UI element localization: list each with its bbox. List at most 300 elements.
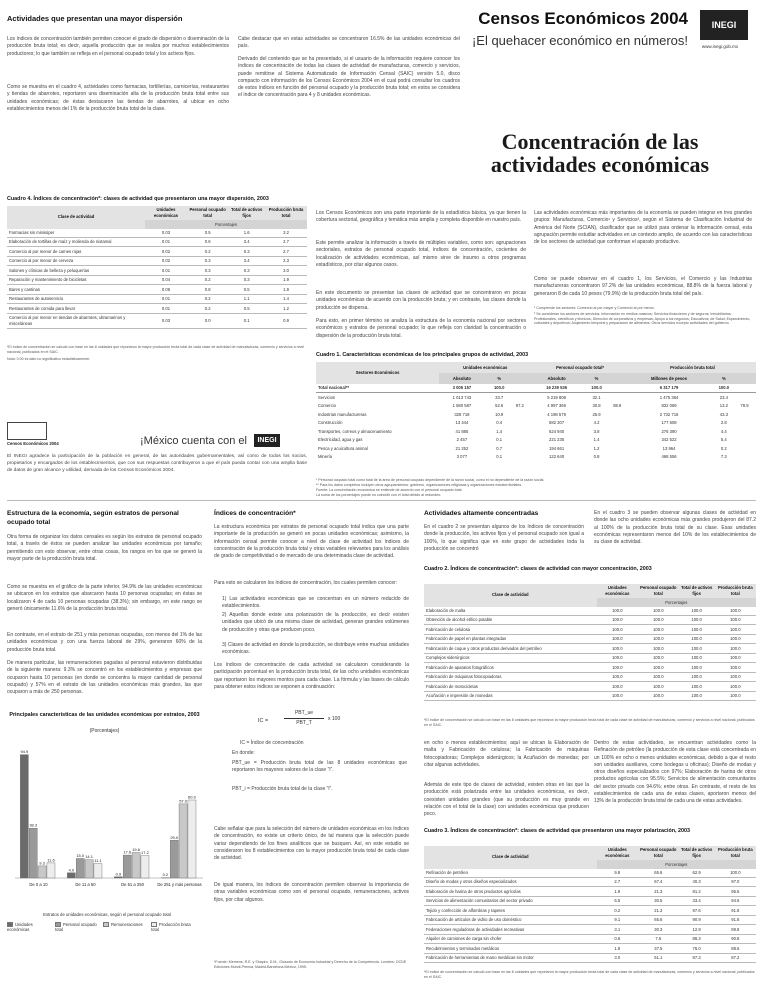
c3-cell: Federaciones reguladoras de actividades recreativas [424, 925, 597, 934]
c1-brace-value: 88.8 [613, 403, 622, 409]
c3-cell: Diseño de modas y otros diseños especializados [424, 878, 597, 887]
c1-cell: Electricidad, agua y gas [318, 437, 363, 443]
c1-cell: 1.4 [496, 428, 503, 434]
c1-cell: Transportes, correos y almacenamiento [318, 428, 392, 434]
c1-cell: 624 940 [549, 428, 565, 434]
c4-cell: 2.7 [265, 247, 307, 256]
c2-cell: Fabricación de coque y otros productos derivados del petróleo [424, 644, 597, 653]
right-intro-fn1: ¹ Comprende los sectores: Comercio al por mayor y Comercio al por menor. [534, 306, 655, 310]
c4-cell: 1.4 [265, 294, 307, 303]
c2-cell: 100.0 [597, 682, 638, 691]
c1-cell: 4 997 366 [547, 403, 566, 409]
c2-cell: 100.0 [638, 653, 679, 662]
chart-subtitle: (Porcentajes) [89, 728, 120, 734]
table-row [7, 229, 307, 238]
col3-p2: En el cuadro 3 se pueden observar algunas clases de actividad en donde las ocho unidades económicas más grandes produjeron del 87.2 al 100% de la producción bruta total de su clase. Esas unidades económicas representaron menos del 10% de los establecimientos de su clase de actividad. [594, 510, 756, 545]
c4-cell: 0.2 [187, 247, 228, 256]
intro-paragraph-1: Los índices de concentración también permiten conocer el grado de dispersión o diseminación de la producción bruta total; es decir, aquella producción que se realiza por muchos establecimientos productores; lo que también se refleja en el personal ocupado total y los activos fijos. [7, 36, 229, 57]
cuadro4-note: *El índice de concentración se calculó con base en las 8 unidades que reportaron la mayor producción bruta total de cada clase de actividad de manufacturas, comercio y servicios a nivel nacional, publicados en el SAIC. [7, 345, 305, 354]
c2-cell: 100.0 [679, 625, 715, 634]
c2-cell: 100.0 [715, 682, 756, 691]
c3-cell: 21.3 [638, 906, 679, 915]
c4-cell: Restaurantes de autoservicio [7, 294, 145, 303]
c2-cell: 100.0 [715, 634, 756, 643]
c3-cell: 87.3 [679, 953, 715, 962]
right-intro-fn2: ² Se consideran los sectores de servicios: Información en medios masivos; Servicios financieros y de seguros; Inmobiliarios; Profesionales, científicos y técnicos; Dirección de corporativos y empresas; Apoyo a los negocios; Educativos; de Salud; Esparcimiento, culturales y deportivos; Alojamiento temporal y preparación de alimentos; Otros servicios excepto actividades del gobierno. [534, 312, 751, 326]
c2-cell: 100.0 [638, 616, 679, 625]
c2-cell: 100.0 [638, 644, 679, 653]
c3-cell: 88.6 [715, 944, 756, 953]
c3-cell: 40.3 [679, 878, 715, 887]
c2-cell: 100.0 [597, 607, 638, 616]
right-intro-p4: Para esto, en primer término se analiza la estructura de la economía nacional por sectores económicos y estratos de personal ocupado; lo que refleja con claridad la concentración o dispersión de la producción bruta total. [316, 318, 526, 339]
cuadro1-note3: Fuente: La concentración económica se entiende de acuerdo con el personal ocupado total. [316, 488, 463, 492]
c2-cell: Fabricación de papel en plantas integradas [424, 634, 597, 643]
c1-cell: Comercio [318, 403, 336, 409]
c1-cell: 4.4 [720, 428, 727, 434]
c3-cell: 33.4 [679, 896, 715, 905]
legend-label: Unidades económicas [7, 922, 33, 933]
formula-donde: En donde: [232, 750, 255, 756]
c1-cell: 2.8 [720, 420, 727, 426]
c2-cell: 100.0 [638, 691, 679, 700]
c4-cell: 1.9 [265, 275, 307, 284]
formula-d1: PBT_ue = Producción bruta total de las 8 unidades económicas que reportaron los mayores valores de la clase "i". [232, 760, 407, 774]
table-row [424, 953, 756, 962]
table-row [316, 384, 756, 393]
c3-cell: 65.6 [638, 915, 679, 924]
col3-p4: Además de este tipo de clases de actividad, existen otras en las que la producción está polarizada entre las unidades económicas, es decir, coexisten unidades grandes (que su producción es muy grande en relación con el total de la clase) con unidades económicas que producen poco. [424, 782, 589, 817]
c4-cell: 0.6 [187, 238, 228, 247]
table-row [424, 878, 756, 887]
c1-brace-cell [738, 419, 756, 427]
c3-header-pb: Producción bruta total [717, 847, 753, 859]
table-row [424, 634, 756, 643]
brand-slogan: ¡El quehacer económico en números! [471, 33, 688, 48]
c1-cell: 0.1 [496, 454, 503, 460]
col1-p1: Otra forma de organizar los datos censales es según los estratos de personal ocupado total, a través de éstos se pueden analizar las unidades económicas por tamaño; permitiendo con esto observar, entre otras cosas, los rangos en los que se generó la mayor parte de la producción bruta total. [7, 534, 202, 562]
c1-sub-mill-pb: Millones de pesos [651, 375, 688, 381]
c1-brace-cell [738, 453, 756, 461]
chart-data-label: 11.1 [94, 858, 102, 864]
c3-cell: 3.1 [597, 925, 638, 934]
chart-title: Principales características de las unidades económicas por estratos, 2003 [9, 712, 200, 718]
chart-bar [47, 863, 55, 878]
table-row [424, 896, 756, 905]
legend-item [7, 922, 55, 933]
cuadro3-title: Cuadro 3. Índices de concentración*: clases de actividad que presentaron una mayor polarización, 2003 [424, 828, 691, 834]
c3-cell: 87.2 [715, 953, 756, 962]
c4-cell: 0.03 [145, 229, 187, 238]
c2-cell: 100.0 [597, 644, 638, 653]
legend-label: Personal ocupado total [55, 922, 97, 933]
col1-p4: De manera particular, las remuneraciones pagadas al personal estuvieron distribuidas de la siguiente manera: 9.3% se concentró en los establecimientos y empresas que ocuparon hasta 10 personas (en donde se concentra la mayor cantidad de personal ocupado) y 57% en el estrato de las unidades económicas más grandes, las que ocuparon a más de 250 personas. [7, 660, 202, 695]
c1-cell: 122 640 [549, 454, 565, 460]
col3-p5: Dentro de estas actividades, se encuentran actividades como la Refinación de petróleo (la producción de esta clase está concentrada en un 100% en ocho o menos unidades económicas, debido a que el resto son unidades auxiliares, como bodegas u oficinas); Diseño de modas y otros diseños especializados con 97%; Elaboración de harina de otros productos agrícolas con 95.5%; Servicios de alimentación comunitarios del sector privado con 94.6%; entre otras. En contraste, el resto de los establecimientos de cada una de estas clases, aportaron menos del 13% de la producción bruta total de cada una de estas actividades. [594, 740, 756, 804]
c2-cell: 100.0 [638, 634, 679, 643]
c1-brace-cell [514, 453, 532, 461]
chart-bar [20, 755, 28, 878]
c2-cell: Elaboración de malta [424, 607, 597, 616]
cuadro1-note1: * Personal ocupado total como total de la área de personal ocupado dependiente de la razón social, como el no dependiente de la razón social. [316, 478, 545, 482]
formula-d2: PBT_i = Producción bruta total de la clase "i". [232, 786, 333, 792]
table-row [7, 304, 307, 313]
c1-brace-cell [611, 419, 629, 427]
chart-data-label: 4.0 [68, 867, 75, 873]
c1-cell: Construcción [318, 420, 343, 426]
c3-subheader: Porcentajes [665, 861, 688, 867]
c4-cell: 0.06 [145, 285, 187, 294]
table-row [424, 887, 756, 896]
c4-cell: 0.3 [228, 266, 265, 275]
c1-brace-value: 79.9 [740, 403, 749, 409]
chart-bar [179, 804, 187, 878]
c2-header-ue: Unidades económicas [605, 585, 630, 597]
c1-brace-cell [611, 444, 629, 452]
legend-item [103, 922, 151, 927]
table-row [7, 294, 307, 303]
c2-cell: 100.0 [679, 653, 715, 662]
c3-cell: 9.8 [597, 869, 638, 878]
c2-cell: 100.0 [715, 663, 756, 672]
c3-cell: 21.3 [638, 887, 679, 896]
censos-label: Censos Económicos 2004 [7, 441, 59, 446]
c3-cell: 1.9 [597, 944, 638, 953]
c1-brace-cell [611, 427, 629, 435]
c4-header-po: Personal ocupado total [189, 207, 226, 219]
c1-cell: 23.4 [719, 394, 728, 400]
table-row [316, 436, 756, 444]
c3-cell: 90.9 [679, 915, 715, 924]
c4-cell: 1.1 [228, 294, 265, 303]
cuadro2-table [424, 584, 756, 701]
c2-cell: Obtención de alcohol etílico potable [424, 616, 597, 625]
cuadro3-table [424, 846, 756, 963]
c1-cell: 21 252 [455, 445, 469, 451]
c1-cell: 3.8 [593, 428, 600, 434]
c1-cell: Servicios [318, 394, 335, 400]
c4-cell: 0.2 [187, 304, 228, 313]
c4-cell: 2.3 [265, 256, 307, 265]
brand-title: Censos Económicos 2004 [478, 9, 688, 28]
c1-cell: 4 198 579 [547, 411, 566, 417]
c3-cell: 7.6 [638, 934, 679, 943]
legend-label: Producción bruta total [151, 922, 191, 933]
c4-cell: 0.01 [145, 238, 187, 247]
chart-bar [29, 828, 37, 878]
intro-paragraph-4: Derivado del contenido que se ha presentado, si el usuario de la información requiere conocer los índices de concentración de todas las clases de actividad de manufacturas, comercio y servicios, puede remitirse al Sistema Automatizado de Información Censal (SAIC) versión 5.0, disco compacto con información de los Censos Económicos 2004 en el cual podrá consultar los cuadros de estos índices en función del personal ocupado y la producción bruta total; en estos se considera el índice de concentración para 4 y 8 unidades económicas. [238, 56, 460, 99]
legend-item [151, 922, 199, 933]
table-row [316, 410, 756, 418]
chart-data-label: 17.2 [141, 850, 149, 856]
c1-header-po: Personal ocupado total* [556, 364, 605, 370]
c4-cell: 1.6 [228, 229, 265, 238]
right-intro-p5: Las actividades económicas más importantes de la economía se pueden integrar en tres grandes grupos: Manufacturas, Comercio¹ y Servicios², según el Sistema de Clasificación Industrial de América del Norte (SCIAN), clasificador que se utilizó para ordenar la información censal, esta agrupación permite estudiar actividades en un contexto amplio, de acuerdo con las características de los sectores de actividad que conforman el aparato productivo. [534, 210, 752, 245]
c1-cell: Minería [318, 454, 332, 460]
c4-cell: Farmacias sin minisúper [7, 229, 145, 238]
chart-tick-label: De 251 y más personas [157, 882, 202, 887]
chart-bar [76, 859, 84, 879]
c1-brace-cell [514, 444, 532, 452]
c2-cell: 100.0 [638, 672, 679, 681]
c2-cell: Fabricación de máquinas fotocopiadoras [424, 672, 597, 681]
c3-cell: 90.8 [715, 934, 756, 943]
c1-cell: 52.6 [495, 403, 504, 409]
c3-cell: 86.3 [679, 934, 715, 943]
table-row [7, 238, 307, 247]
c2-cell: Fabricación de motocicletas [424, 682, 597, 691]
legend-label: Remuneraciones [111, 922, 143, 927]
c1-cell: 43.3 [719, 411, 728, 417]
c1-header-ue: Unidades económicas [463, 364, 508, 370]
chart-data-label: 9.3 [39, 860, 45, 866]
c1-cell: 2 457 [456, 437, 468, 443]
c2-cell: Acuñación e impresión de monedas [424, 691, 597, 700]
c3-cell: 91.8 [715, 906, 756, 915]
c4-header-af: Total de activos fijos [231, 207, 263, 219]
c1-brace-cell [514, 393, 532, 402]
table-row [424, 934, 756, 943]
c4-cell: 0.1 [228, 313, 265, 328]
c1-cell: 13.2 [719, 403, 728, 409]
chart-bar [114, 877, 122, 878]
c4-header-pb: Producción bruta total [268, 207, 304, 219]
inegi-url[interactable]: www.inegi.gob.mx [701, 44, 739, 49]
c2-cell: 100.0 [638, 607, 679, 616]
c3-cell: 6.5 [597, 896, 638, 905]
table-row [424, 607, 756, 616]
table-row [316, 419, 756, 427]
c4-cell: 0.02 [145, 247, 187, 256]
cuadro2-title: Cuadro 2. Índices de concentración*: clases de actividad con mayor concentración, 2003 [424, 566, 652, 572]
c3-cell: 97.0 [715, 878, 756, 887]
c4-cell: 3.4 [228, 256, 265, 265]
chart-data-label: 60.0 [188, 794, 196, 800]
c3-cell: Fabricación de artículos de vidrio de uso doméstico [424, 915, 597, 924]
cuadro4-title: Cuadro 4. Índices de concentración*: clases de actividad que presentaron una mayor dispersión, 2003 [7, 196, 269, 202]
c2-cell: 100.0 [679, 644, 715, 653]
table-row [424, 691, 756, 700]
c3-cell: Servicios de alimentación comunitarios del sector privado [424, 896, 597, 905]
table-row [424, 644, 756, 653]
c4-cell: 1.9 [265, 285, 307, 294]
c1-cell: 32.1 [592, 394, 601, 400]
c1-header-pb: Producción bruta total [670, 364, 715, 370]
col3-p1: En el cuadro 2 se presentan algunos de los índices de concentración donde la producción, los activos fijos y el personal ocupado son igual a 100%, lo que significa que en este grupo de actividades toda la producción se concentró [424, 524, 584, 552]
c4-cell: Elaboración de tortillas de maíz y molienda de nixtamal [7, 238, 145, 247]
c4-cell: 2.7 [265, 238, 307, 247]
c2-cell: 100.0 [715, 625, 756, 634]
table-row [424, 663, 756, 672]
c3-header-ue: Unidades económicas [605, 847, 630, 859]
legend-item [55, 922, 103, 933]
c1-cell: 1.4 [593, 437, 600, 443]
c1-brace-cell [611, 384, 629, 393]
chart-data-label: 19.6 [132, 847, 140, 853]
c1-sub-abs-ue: Absoluto [452, 375, 471, 381]
c1-cell: 5.4 [720, 437, 727, 443]
c1-cell: 1 580 587 [452, 403, 472, 409]
c1-cell: 30.8 [592, 403, 601, 409]
c1-cell: 2 732 716 [659, 411, 679, 417]
c2-cell: 100.0 [715, 653, 756, 662]
c4-cell: 0.03 [145, 313, 187, 328]
censos-mini-logo [7, 422, 47, 440]
table-row [424, 616, 756, 625]
c4-subheader: Porcentajes [214, 221, 238, 227]
c3-cell: 67.4 [638, 878, 679, 887]
chart-tick-label: De 11 a 50 [75, 882, 96, 887]
chart-data-label: 11.6 [47, 857, 55, 863]
c1-sub-abs-po: Absoluto [547, 375, 566, 381]
c3-header-class: Clase de actividad [492, 854, 529, 860]
c2-cell: 100.0 [638, 682, 679, 691]
c4-header-class: Clase de actividad [57, 214, 95, 220]
c1-cell: 25.9 [592, 411, 601, 417]
table-row [7, 285, 307, 294]
chart-data-label: 0.2 [162, 872, 169, 878]
col2-title: Índices de concentración* [214, 510, 296, 517]
c2-cell: 100.0 [597, 672, 638, 681]
c1-cell: 16 239 536 [546, 385, 568, 391]
c1-cell: 4.2 [593, 420, 600, 426]
c1-brace-value: 97.2 [515, 403, 524, 409]
strata-bar-chart [7, 738, 207, 908]
c3-cell: 76.0 [679, 944, 715, 953]
c1-cell: 342 522 [661, 437, 677, 443]
c2-subheader: Porcentajes [665, 599, 688, 605]
c4-cell: 0.2 [187, 294, 228, 303]
c3-cell: 91.8 [715, 915, 756, 924]
c1-cell: 100.0 [718, 385, 730, 391]
c1-cell: 0.2 [720, 445, 727, 451]
c1-cell: 177 608 [661, 420, 677, 426]
table-row [316, 402, 756, 410]
c3-cell: 30.5 [638, 896, 679, 905]
c4-cell: 0.5 [228, 304, 265, 313]
c1-cell: Total nacional** [318, 385, 350, 391]
c4-cell: 0.2 [187, 275, 228, 284]
chart-tick-label: De 0 a 10 [29, 882, 48, 887]
chart-bar [132, 853, 140, 878]
c1-cell: 100.0 [493, 385, 505, 391]
c4-cell: 0.9 [265, 313, 307, 328]
c2-cell: 100.0 [679, 691, 715, 700]
c2-cell: 100.0 [679, 672, 715, 681]
c1-cell: 0.7 [496, 445, 503, 451]
c2-cell: 100.0 [597, 634, 638, 643]
c2-header-af: Total de activos fijos [680, 585, 713, 597]
chart-data-label: 94.9 [20, 749, 29, 755]
chart-bar [188, 800, 196, 878]
c3-cell: 62.9 [679, 869, 715, 878]
c3-cell: 0.6 [597, 934, 638, 943]
c1-cell: 328 718 [454, 411, 470, 417]
table-row [424, 944, 756, 953]
chart-bar [38, 866, 46, 878]
c1-cell: 41 885 [455, 428, 469, 434]
c2-cell: 100.0 [597, 616, 638, 625]
c1-header-sector: Sectores Económicos [355, 370, 400, 376]
formula-ic: IC = [258, 718, 269, 724]
c3-cell: 2.7 [597, 878, 638, 887]
chart-data-label: 17.6 [123, 849, 132, 855]
c1-cell: 6 317 179 [659, 385, 679, 391]
c4-cell: Salones y clínicas de belleza y peluquerías [7, 266, 145, 275]
chart-bar [170, 840, 178, 878]
c3-cell: 100.0 [715, 869, 756, 878]
formula-bar [284, 718, 324, 719]
c2-cell: 100.0 [715, 616, 756, 625]
chart-data-label: 15.0 [76, 853, 85, 858]
c1-brace-cell [611, 410, 629, 418]
table-row [424, 925, 756, 934]
c3-cell: 30.3 [638, 925, 679, 934]
table-row [7, 256, 307, 265]
c1-cell: 468 556 [661, 454, 677, 460]
chart-bar [67, 873, 75, 878]
table-row [424, 672, 756, 681]
c4-cell: 0.5 [187, 229, 228, 238]
col2-p1: La estructura económica por estratos de personal ocupado total indica que una parte importante de la producción se generó en pocas unidades económicas; asimismo, la información censal permite conocer a nivel de clase de actividad los índices de concentración de la producción bruta total y otras variables relevantes para los análisis de grado de competitividad o de mercado de una determinada clase de actividad. [214, 524, 409, 559]
c1-cell: 832 069 [661, 403, 677, 409]
c3-cell: Fabricación de herramientas de mano metálicas sin motor [424, 953, 597, 962]
c2-cell: 100.0 [679, 663, 715, 672]
c4-cell: 0.01 [145, 304, 187, 313]
c1-sub-pct-ue: % [497, 375, 502, 381]
c4-cell: 0.3 [187, 266, 228, 275]
cuadro4-note2: Nota: 0.00 es dato no significativo estadísticamente. [7, 357, 91, 361]
c2-cell: 100.0 [715, 672, 756, 681]
col2-item-3: 3) Clases de actividad en donde la producción, se distribuye entre muchas unidades económicas. [222, 642, 409, 656]
table-row [316, 444, 756, 452]
formula-denominator: PBT_T [296, 720, 312, 726]
c2-cell: 100.0 [597, 625, 638, 634]
cuadro4-table [7, 206, 307, 329]
c4-cell: Bares y cantinas [7, 285, 145, 294]
c1-cell: 7.3 [720, 454, 727, 460]
c2-cell: 100.0 [679, 634, 715, 643]
c4-cell: 0.3 [228, 275, 265, 284]
c1-cell: 100.0 [591, 385, 602, 391]
cuadro3-note: *El índice de concentración se calculó con base en las 8 unidades que reportaron la mayor producción bruta total de cada clase de actividad de manufacturas, comercio y servicios a nivel nacional, publicados en el SAIC. [424, 970, 755, 979]
chart-data-label: 38.3 [29, 822, 38, 828]
c3-cell: 97.6 [679, 906, 715, 915]
formula-def: IC = Índice de concentración [240, 740, 304, 746]
chart-bar [123, 855, 131, 878]
c1-cell: 0.8 [593, 454, 600, 460]
c2-cell: Fabricación de aparatos fotográficos [424, 663, 597, 672]
c1-cell: 13 444 [455, 420, 469, 426]
divider [7, 500, 756, 501]
c1-brace-cell [738, 436, 756, 444]
c1-cell: 194 661 [549, 445, 565, 451]
inegi-logo: INEGI [700, 10, 748, 40]
c3-cell: 81.2 [679, 887, 715, 896]
c2-cell: 100.0 [679, 607, 715, 616]
col2-item-1: 1) Las actividades económicas que se concentran en un número reducido de establecimientos. [222, 596, 409, 610]
c4-cell: 0.0 [187, 313, 228, 328]
col2-item-2: 2) Aquellas donde existe una polarización de la producción, es decir existen unidades que ubicó de una misma clase de actividad, generan grandes volúmenes de producción y otras que producen poco. [222, 612, 409, 633]
c4-cell: 0.8 [187, 285, 228, 294]
c4-cell: 0.01 [145, 266, 187, 275]
c3-cell: 51.1 [638, 953, 679, 962]
table-row [7, 275, 307, 284]
c1-cell: 10.9 [495, 411, 504, 417]
c1-brace-cell [738, 444, 756, 452]
chart-legend [7, 922, 207, 933]
c2-cell: Complejos siderúrgicos [424, 653, 597, 662]
